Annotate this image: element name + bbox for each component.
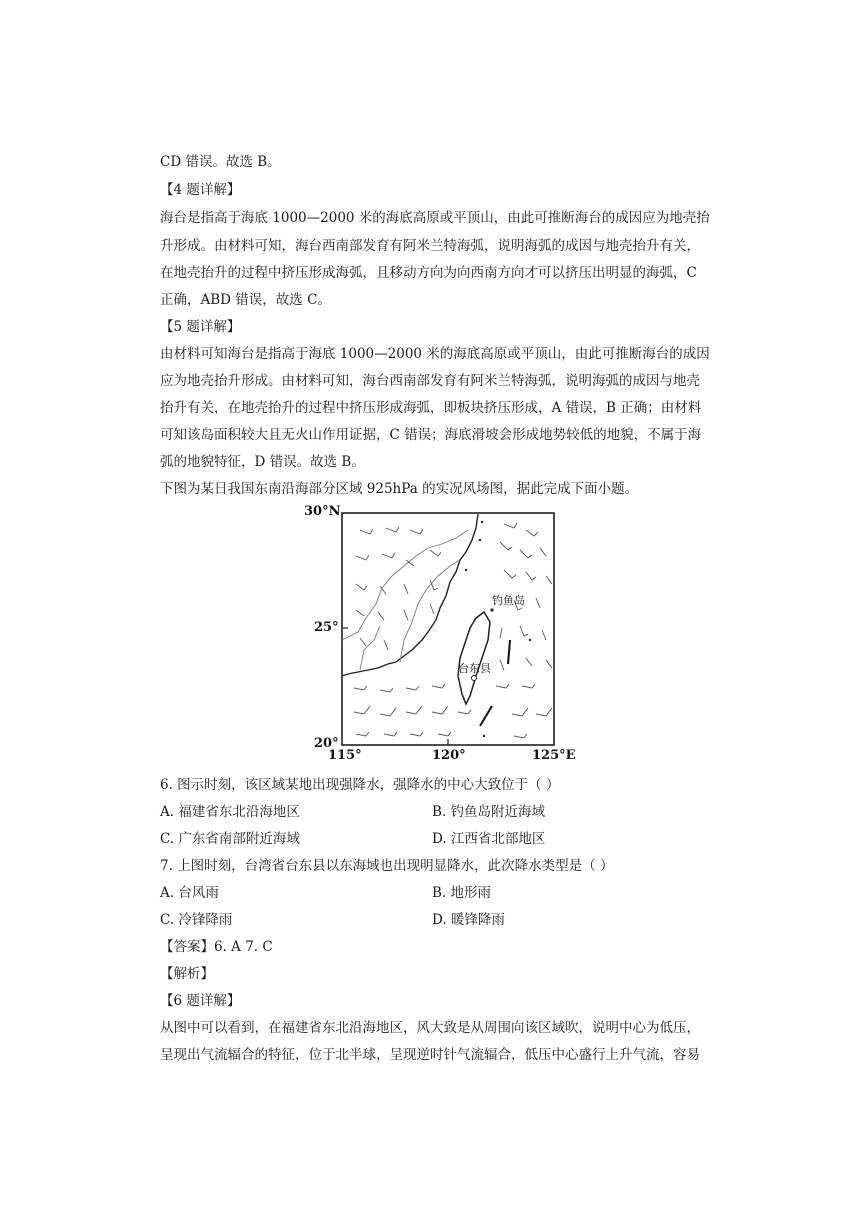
analysis-heading: 【解析】 <box>160 966 214 982</box>
lat-label-30: 30°N <box>304 504 341 519</box>
detail-6-heading: 【6 题详解】 <box>160 993 241 1009</box>
text-line: 从图中可以看到，在福建省东北沿海地区，风大致是从周围向该区域吹，说明中心为低压， <box>160 1020 700 1036</box>
text-line: 可知该岛面积较大且无火山作用证据，C 错误；海底滑坡会形成地势较低的地貌，不属于海 <box>160 427 702 443</box>
text-line: CD 错误。故选 B。 <box>160 154 281 170</box>
lon-label-115: 115° <box>328 748 362 763</box>
text-line: 在地壳抬升的过程中挤压形成海弧，且移动方向为向西南方向才可以挤压出明显的海弧，C <box>160 265 697 281</box>
text-line: 抬升有关，在地壳抬升的过程中挤压形成海弧，即板块挤压形成，A 错误，B 正确；由材料 <box>160 400 702 416</box>
map-frame <box>342 513 554 745</box>
place-taidong: 台东县 <box>458 662 491 675</box>
question-7-option-c: C. 冷锋降雨 <box>160 912 233 928</box>
question-6-option-d: D. 江西省北部地区 <box>432 831 546 847</box>
figure-intro: 下图为某日我国东南沿海部分区域 925hPa 的实况风场图，据此完成下面小题。 <box>160 481 639 497</box>
question-7-option-a: A. 台风雨 <box>160 885 219 901</box>
text-line: 海台是指高于海底 1000—2000 米的海底高原或平顶山，由此可推断海台的成因应为地壳抬 <box>160 210 710 226</box>
wind-field-map <box>300 500 580 770</box>
question-6-option-c: C. 广东省南部附近海域 <box>160 831 300 847</box>
question-6-option-b: B. 钓鱼岛附近海域 <box>432 804 546 820</box>
taidong-marker <box>472 676 477 681</box>
answer-line: 【答案】6. A 7. C <box>160 939 273 955</box>
lon-label-120: 120° <box>432 748 466 763</box>
text-line: 弧的地貌特征，D 错误。故选 B。 <box>160 454 365 470</box>
diaoyu-island <box>490 608 493 611</box>
text-line: 升形成。由材料可知，海台西南部发育有阿米兰特海弧，说明海弧的成因与地壳抬升有关， <box>160 238 700 254</box>
place-diaoyu: 钓鱼岛 <box>492 594 525 607</box>
question-6-stem: 6. 图示时刻，该区域某地出现强降水，强降水的中心大致位于（ ） <box>160 777 560 793</box>
text-line: 由材料可知海台是指高于海底 1000—2000 米的海底高原或平顶山，由此可推断海台的成因 <box>160 346 710 362</box>
lat-label-20: 20° <box>314 736 339 751</box>
text-line: 正确，ABD 错误，故选 C。 <box>160 292 331 308</box>
question-7-option-d: D. 暖锋降雨 <box>432 912 505 928</box>
section-heading: 【4 题详解】 <box>160 182 241 198</box>
text-line: 呈现出气流辐合的特征，位于北半球，呈现逆时针气流辐合，低压中心盛行上升气流，容易 <box>160 1047 700 1063</box>
lat-label-25: 25° <box>314 620 339 635</box>
question-6-option-a: A. 福建省东北沿海地区 <box>160 804 300 820</box>
question-7-option-b: B. 地形雨 <box>432 885 492 901</box>
lon-label-125: 125°E <box>532 748 576 763</box>
text-line: 应为地壳抬升形成。由材料可知，海台西南部发育有阿米兰特海弧，说明海弧的成因与地壳 <box>160 373 700 389</box>
question-7-stem: 7. 上图时刻，台湾省台东县以东海域也出现明显降水，此次降水类型是（ ） <box>160 858 614 874</box>
section-heading: 【5 题详解】 <box>160 319 241 335</box>
map-drawing <box>300 500 580 770</box>
